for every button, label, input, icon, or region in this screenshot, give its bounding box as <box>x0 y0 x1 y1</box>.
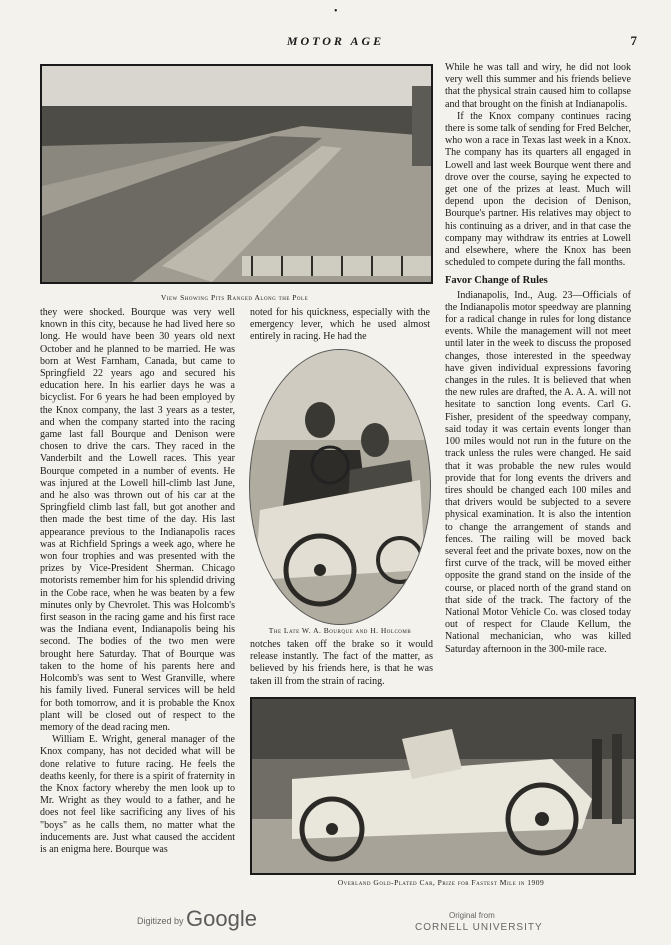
google-logo: Google <box>186 906 257 931</box>
middle-column-top <box>250 307 430 347</box>
middle-text-top: noted for his quickness, especially with the emergency lever, which he used almost entirely in racing. He had the <box>250 307 430 343</box>
overland-car-caption: Overland Gold-Plated Car, Prize for Fastest Mile in 1909 <box>337 878 545 887</box>
pits-photo <box>40 64 433 284</box>
original-from-label: Original from <box>449 911 495 920</box>
digitized-label: Digitized by <box>137 916 184 926</box>
drivers-oval-photo <box>249 349 431 625</box>
left-paragraph-1: they were shocked. Bourque was very well known in this city, because he had lived here so long. He would have been 30 years old next October and he planned to be married. He was born at West Farnham, Canada, but came to Springfield 22 years ago and secured his education here. In his earlier days he was a bicyclist. For 6 years he had been employed by the Knox company, the last 3 years as a tester, and when the company started into the racing game last fall Bourque and Denison were chosen to drive the cars. They raced in the Vanderbilt and the Lowell races. This year Bourque competed in a number of events. He was injured at the Lowell hill-climb last June, and he also was thrown out of his car at the Springfield climb last fall, but got another and then made the best time of the day. His last appearance previous to the Indianapolis races was at Richfield Springs a week ago, where he won four trophies and was presented with the prizes by Vice-President Sherman. Chicago motorists remember him for his splendid driving in the Cobe race, when he was beaten by a few minutes only by Chevrolet. This was Holcomb's first season in the racing game and his first race was the Indiana event, Indianapolis being his second. The bodies of the two men were brought here Saturday. That of Bourque was taken to the home of his parents here and Holcomb's was sent to West Granville, where his family lived. Funeral services will be held for both tomorrow, and it is probable the Knox plant will be closed out of respect to the memory of the dead racing men. <box>40 307 235 733</box>
overland-car-photo <box>250 697 636 875</box>
left-column <box>40 307 235 892</box>
right-section-paragraph: Indianapolis, Ind., Aug. 23—Officials of the Indianapolis motor speedway are planning for a radical change in rules for long distance events. While the management will not meet until later in the week to discuss the proposed changes, those interested in the speedway have given individual expressions favoring changes in the rules. It is believed that when the new rules are drafted, the A. A. A. will not hesitate to sanction long events. Carl G. Fisher, president of the speedway company, said today it was certain events longer than 100 miles would not run in the future on the track unless the rules were changed. He said that it was probable the new rules would provide that for long events the drivers and tires should be changed each 100 miles and that drivers would be subjected to a severe physical examination. It is also the intention to change the arrangement of stands and fences. The railing will be moved back several feet and the private boxes, now on the first curve of the track, will be moved either opposite the grand stand on the inside of the course, or placed north of the grand stand on that side of the track. The factory of the National Motor Vehicle Co. was closed today out of respect for Claude Kellum, the National mechanician, who was killed Saturday afternoon in the 300-mile race. <box>445 289 631 655</box>
right-paragraph-1: While he was tall and wiry, he did not look very well this summer and his friends believe that the physical strain caused him to collapse and that brought on the finish at Indianapolis. <box>445 62 631 110</box>
left-paragraph-2: William E. Wright, general manager of the Knox company, has not decided what will be done relative to future racing. He feels the deaths keenly, for there is a spirit of fraternity in the Knox factory whereby the men look up to Mr. Wright as they would to a father, and he does not feel like sacrificing any lives of his "boys" as he calls them, no matter what the inducements are. Just what caused the accident is an enigma here. Bourque was <box>40 734 235 855</box>
middle-text-bottom: notches taken off the brake so it would release instantly. The fact of the matter, as believed by his friends here, is that he was taken ill from the strain of racing. <box>250 639 433 687</box>
right-paragraph-2: If the Knox company continues racing there is some talk of sending for Fred Belcher, who won a race in Texas last week in a Knox. The company has its quarters all engaged in Lowell and last week Bourque went there and drove over the course, saying he expected to get one of the prizes at least. Much will depend upon the decision of Denison, Bourque's partner. His relatives may object to his continuing as a driver, and in that case the company may withdraw its entries at Lowell and elsewhere, where the Knox has been scheduled to compete during the fall months. <box>445 110 631 269</box>
top-mark: • <box>334 6 338 17</box>
pits-photo-caption: View Showing Pits Ranged Along the Pole <box>160 293 309 302</box>
middle-column-bottom <box>250 639 433 691</box>
right-column <box>445 62 631 692</box>
section-heading: Favor Change of Rules <box>445 275 548 287</box>
page-number: 7 <box>630 33 637 48</box>
running-header: MOTOR AGE <box>286 34 385 48</box>
drivers-oval-caption: The Late W. A. Bourque and H. Holcomb <box>268 626 412 635</box>
source-library: CORNELL UNIVERSITY <box>415 922 543 933</box>
